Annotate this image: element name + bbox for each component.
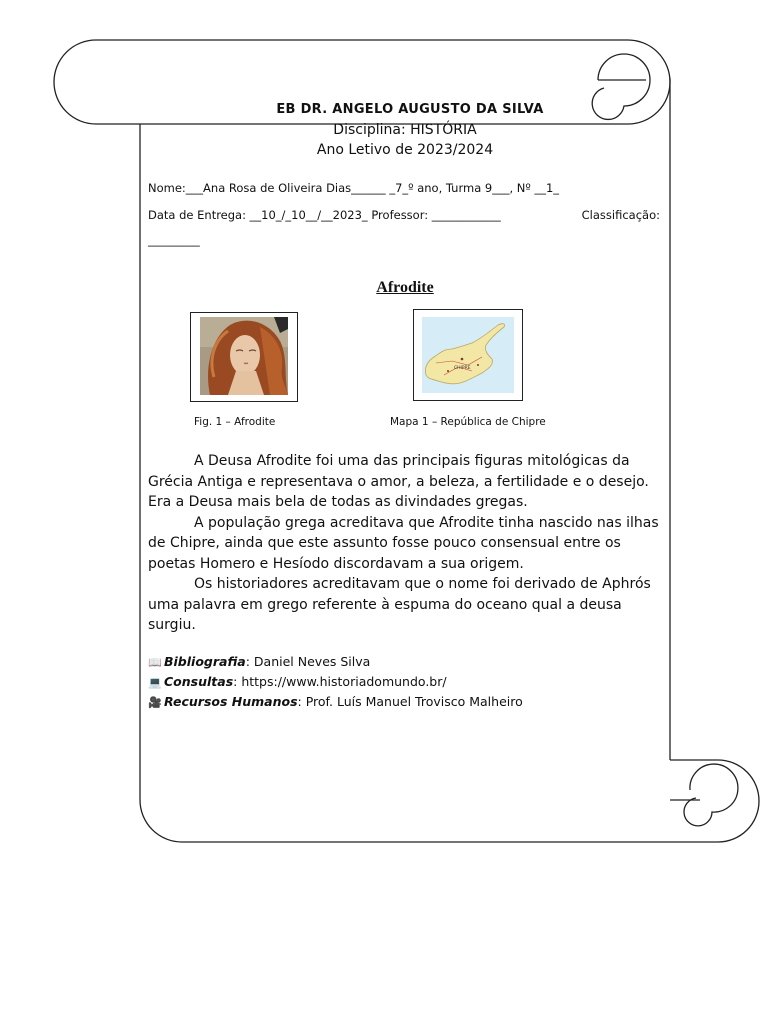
camera-icon: 🎥	[148, 696, 162, 709]
reference-value: : Daniel Neves Silva	[245, 654, 371, 669]
paragraph	[148, 513, 664, 575]
student-info-line: Nome:___Ana Rosa de Oliveira Dias______ _7_º ano, Turma 9___, Nº __1_	[148, 181, 560, 195]
paragraph-text: A população grega acreditava que Afrodite tinha nascido nas ilhas de Chipre, ainda que este assunto fosse pouco consensual entre os poetas Homero e Hesíodo discordavam a sua origem.	[148, 514, 659, 572]
body-text	[148, 451, 664, 636]
figure-caption-afrodite: Fig. 1 – Afrodite	[194, 416, 276, 428]
reference-item	[148, 672, 523, 692]
paragraph	[148, 451, 664, 513]
cyprus-map-figure	[413, 309, 523, 401]
document-title: Afrodite	[376, 279, 434, 296]
reference-label: Bibliografia	[164, 654, 246, 669]
reference-value: : https://www.historiadomundo.br/	[233, 674, 447, 689]
paragraph	[148, 574, 664, 636]
reference-value: : Prof. Luís Manuel Trovisco Malheiro	[297, 694, 523, 709]
map-label: CHIPRE	[454, 366, 471, 371]
reference-label: Consultas	[164, 674, 234, 689]
discipline: Disciplina: HISTÓRIA	[333, 122, 477, 138]
school-name: EB DR. ANGELO AUGUSTO DA SILVA	[276, 102, 544, 117]
afrodite-painting-icon	[200, 317, 288, 395]
reference-item	[148, 692, 523, 712]
laptop-icon: 💻	[148, 676, 162, 689]
book-icon: 📖	[148, 656, 162, 669]
cyprus-map-icon	[422, 317, 514, 393]
classification-blank: _________	[148, 233, 200, 247]
classification-label: Classificação:	[581, 208, 660, 222]
paragraph-text: Os historiadores acreditavam que o nome foi derivado de Aphrós uma palavra em grego referente à espuma do oceano qual a deusa surgiu.	[148, 576, 651, 633]
paragraph-text: A Deusa Afrodite foi uma das principais figuras mitológicas da Grécia Antiga e representava o amor, a beleza, a fertilidade e o desejo. Era a Deusa mais bela de todas as divindades gregas.	[148, 453, 649, 510]
afrodite-figure	[190, 312, 298, 402]
reference-label: Recursos Humanos	[164, 694, 298, 709]
figure-caption-map: Mapa 1 – República de Chipre	[390, 416, 546, 428]
references	[148, 652, 523, 712]
delivery-info-left: Data de Entrega: __10_/_10__/__2023_ Professor: ____________	[148, 208, 501, 222]
reference-item	[148, 652, 523, 672]
school-year: Ano Letivo de 2023/2024	[316, 142, 494, 158]
